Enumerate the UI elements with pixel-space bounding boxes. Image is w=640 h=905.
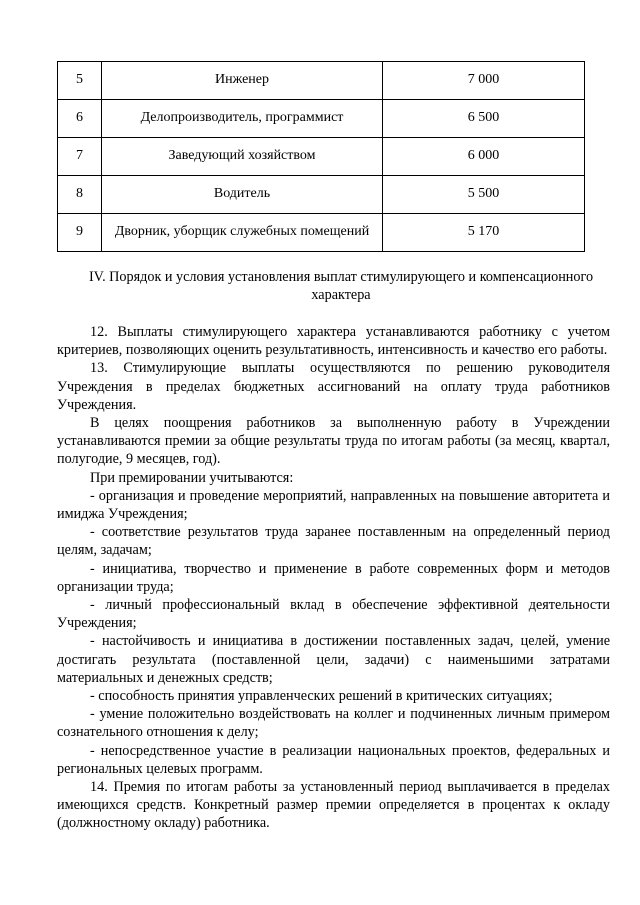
list-item: - инициатива, творчество и применение в работе современных форм и методов организации труда; — [57, 560, 610, 595]
section-body — [57, 323, 610, 833]
salary-amount: 5 500 — [383, 176, 585, 214]
salary-amount: 5 170 — [383, 214, 585, 252]
salary-amount: 6 000 — [383, 138, 585, 176]
row-number: 5 — [58, 62, 102, 100]
table-row — [58, 100, 585, 138]
table-row — [58, 176, 585, 214]
section-heading: IV. Порядок и условия установления выплат стимулирующего и компенсационного характера — [88, 269, 594, 303]
list-item: - настойчивость и инициатива в достижении поставленных задач, целей, умение достигать результата (поставленной цели, задачи) с наименьшими затратами материальных и денежных средств; — [57, 633, 610, 686]
salary-amount: 7 000 — [383, 62, 585, 100]
position-name: Делопроизводитель, программист — [102, 100, 383, 138]
paragraph: 13. Стимулирующие выплаты осуществляются по решению руководителя Учреждения в пределах бюджетных ассигнований на оплату труда работников Учреждения. — [57, 360, 610, 413]
table-row — [58, 62, 585, 100]
position-name: Заведующий хозяйством — [102, 138, 383, 176]
row-number: 7 — [58, 138, 102, 176]
paragraph: 12. Выплаты стимулирующего характера устанавливаются работнику с учетом критериев, позволяющих оценить результативность, интенсивность и качество его работы. — [57, 324, 610, 359]
list-item: - личный профессиональный вклад в обеспечение эффективной деятельности Учреждения; — [57, 597, 610, 632]
salary-table — [57, 61, 585, 252]
paragraph: При премировании учитываются: — [90, 469, 294, 486]
list-item: - непосредственное участие в реализации национальных проектов, федеральных и региональных целевых программ. — [57, 742, 610, 777]
paragraph: В целях поощрения работников за выполненную работу в Учреждении устанавливаются премии за общие результаты труда по итогам работы (за месяц, квартал, полугодие, 9 месяцев, год). — [57, 415, 610, 468]
list-item: - способность принятия управленческих решений в критических ситуациях; — [90, 688, 553, 705]
list-item: - соответствие результатов труда заранее поставленным на определенный период целям, задачам; — [57, 524, 610, 559]
row-number: 6 — [58, 100, 102, 138]
position-name: Дворник, уборщик служебных помещений — [102, 214, 383, 252]
row-number: 9 — [58, 214, 102, 252]
salary-amount: 6 500 — [383, 100, 585, 138]
position-name: Инженер — [102, 62, 383, 100]
position-name: Водитель — [102, 176, 383, 214]
list-item: - умение положительно воздействовать на коллег и подчиненных личным примером сознательного отношения к делу; — [57, 706, 610, 741]
list-item: - организация и проведение мероприятий, направленных на повышение авторитета и имиджа Учреждения; — [57, 487, 610, 523]
table-row — [58, 138, 585, 176]
paragraph: 14. Премия по итогам работы за установленный период выплачивается в пределах имеющихся средств. Конкретный размер премии определяется в процентах к окладу (должностному окладу) работника. — [57, 779, 610, 832]
row-number: 8 — [58, 176, 102, 214]
table-row — [58, 214, 585, 252]
